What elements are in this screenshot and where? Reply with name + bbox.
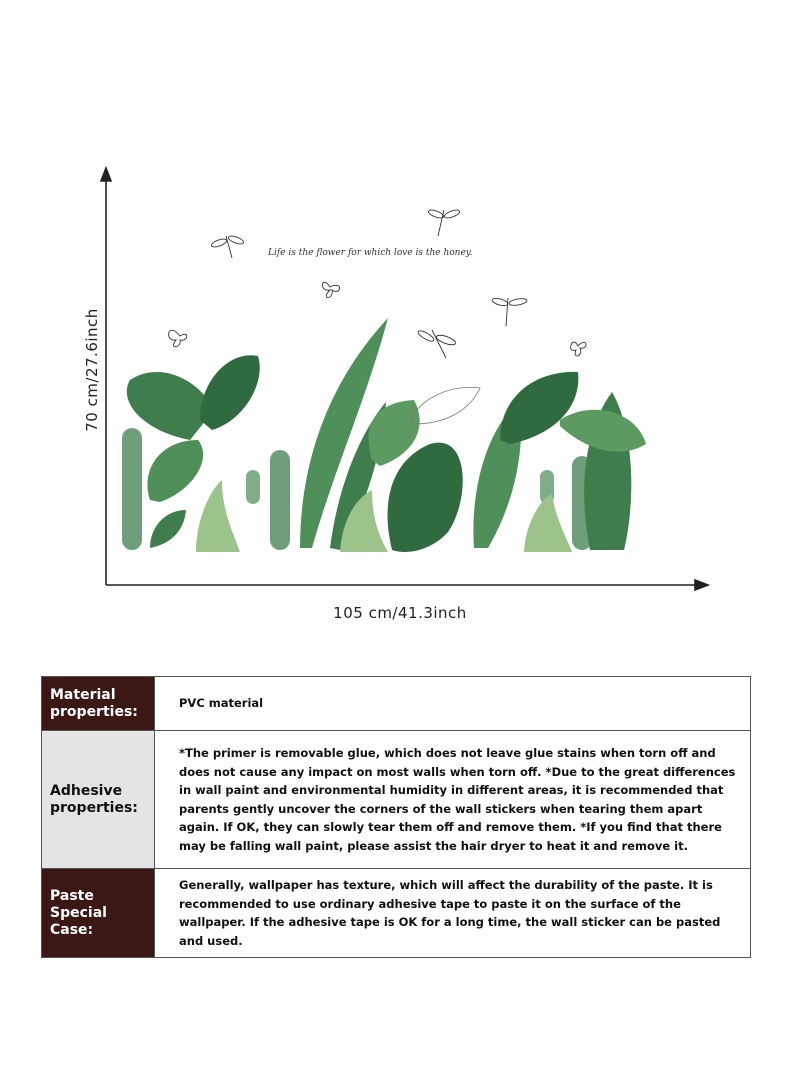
width-dimension-label: 105 cm/41.3inch	[333, 604, 467, 622]
adhesive-label: Adhesive properties:	[42, 731, 154, 868]
table-row-adhesive	[42, 731, 750, 869]
paste-special-label: Paste Special Case:	[42, 869, 154, 957]
specifications-table	[41, 676, 751, 958]
adhesive-value: *The primer is removable glue, which does not leave glue stains when torn off and does not cause any impact on most walls when torn off. *Due to the great differences in wall paint and environmental humidity in different areas, it is recommended that parents gently uncover the corners of the wall stickers when tearing them apart again. If OK, they can slowly tear them off and remove them. *If you find that there may be falling wall paint, please assist the hair dryer to heat it and remove it.	[154, 731, 750, 868]
table-row-material	[42, 677, 750, 731]
material-label: Material properties:	[42, 677, 154, 730]
table-row-paste-special	[42, 869, 750, 957]
dragonfly-icon	[210, 208, 527, 358]
material-value: PVC material	[154, 677, 750, 730]
height-dimension-label: 70 cm/27.6inch	[83, 308, 101, 432]
sticker-quote: Life is the flower for which love is the honey.	[268, 248, 473, 258]
paste-special-value: Generally, wallpaper has texture, which will affect the durability of the paste. It is recommended to use ordinary adhesive tape to paste it on the surface of the wallpaper. If the adhesive tape is OK for a long time, the wall sticker can be pasted and used.	[154, 869, 750, 957]
tropical-plants-illustration	[122, 318, 646, 552]
